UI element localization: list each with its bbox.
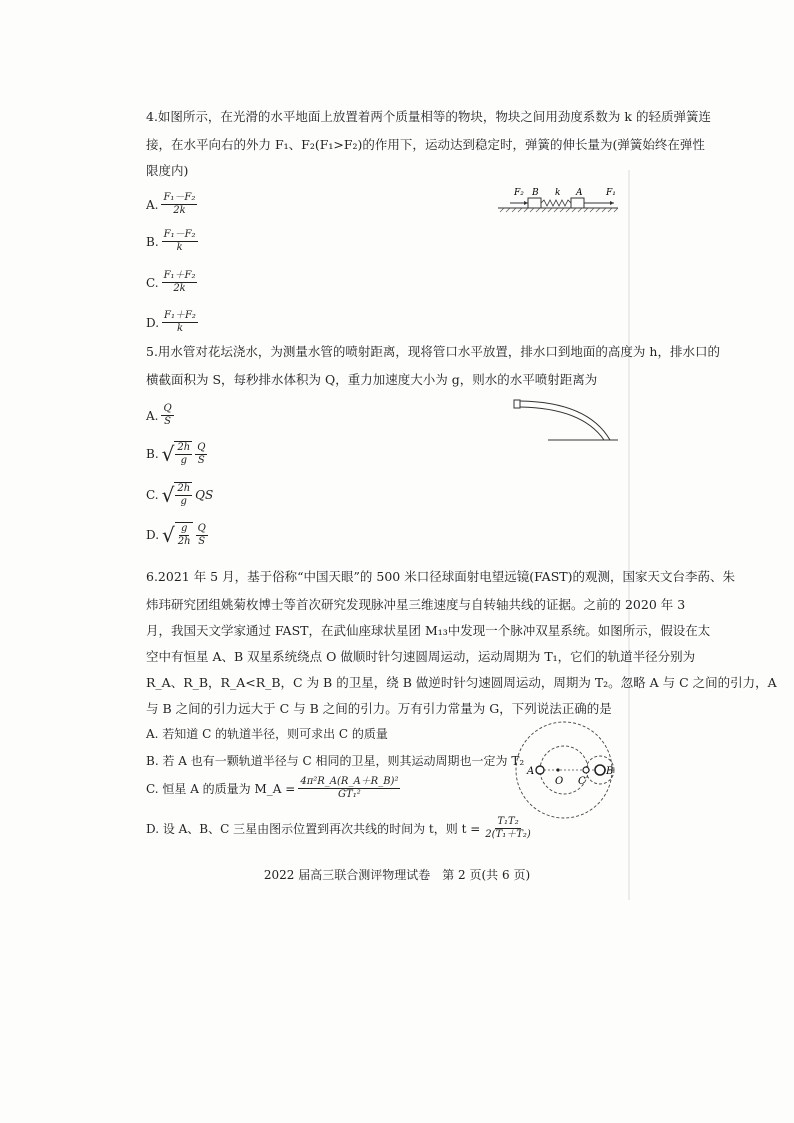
- fraction-denominator: S: [197, 454, 205, 466]
- option-letter: B.: [146, 447, 159, 461]
- q6-stem-line2: 炜玮研究团组姚菊枚博士等首次研究发现脉冲星三维速度与自转轴共线的证据。之前的 2020 年 3: [146, 597, 686, 612]
- fraction: [162, 229, 198, 254]
- q6-option-c: [146, 776, 400, 801]
- q6-stem-line1: 6.2021 年 5 月，基于俗称“中国天眼”的 500 米口径球面射电望远镜(FAST)的观测，国家天文台李菂、朱: [146, 569, 735, 584]
- radical-sign-icon: √: [161, 483, 175, 507]
- label-b: B: [606, 766, 614, 777]
- q5-option-a: [146, 403, 174, 428]
- label-a: A: [576, 188, 583, 198]
- fraction-numerator: Q: [197, 522, 206, 534]
- fraction-denominator: g: [180, 496, 187, 507]
- q6-option-d: [146, 816, 533, 841]
- block-b: [528, 198, 541, 208]
- label-a: A: [527, 766, 535, 777]
- fraction-denominator: GT₁²: [338, 789, 361, 800]
- fraction: [195, 442, 207, 467]
- q6-orbit-figure: [514, 718, 626, 824]
- q6-option-a: A. 若知道 C 的轨道半径，则可求出 C 的质量: [146, 727, 388, 741]
- option-letter: C.: [146, 488, 159, 502]
- fraction-denominator: S: [198, 535, 206, 547]
- fraction: [176, 523, 193, 548]
- radicand: [174, 441, 192, 467]
- star-a: [536, 766, 544, 774]
- satellite-c: [583, 767, 589, 773]
- pipe-outlet: [514, 400, 520, 408]
- label-f1: F₁: [606, 188, 616, 198]
- q4-stem-line1: 4.如图所示，在光滑的水平地面上放置着两个质量相等的物块，物块之间用劲度系数为 k 的轻质弹簧连: [146, 109, 711, 124]
- fraction-numerator: F₁＋F₂: [163, 270, 196, 281]
- option-letter: D.: [146, 528, 160, 542]
- fraction: [196, 523, 208, 548]
- q4-stem-line2: 接，在水平向右的外力 F₁、F₂(F₁>F₂)的作用下，运动达到稳定时，弹簧的伸长量为(弹簧始终在弹性: [146, 137, 705, 152]
- option-prefix: C. 恒星 A 的质量为 M_A =: [146, 782, 296, 796]
- q5-stem-line1: 5.用水管对花坛浇水，为测量水管的喷射距离，现将管口水平放置，排水口到地面的高度为 h，排水口的: [146, 344, 720, 359]
- option-prefix: D. 设 A、B、C 三星由图示位置到再次共线的时间为 t，则 t =: [146, 822, 481, 836]
- fraction-numerator: 2h: [177, 442, 191, 453]
- q5-option-b: [146, 441, 207, 467]
- q5-option-d: [146, 522, 208, 548]
- q6-option-b: B. 若 A 也有一颗轨道半径与 C 相同的卫星，则其运动周期也一定为 T₂: [146, 754, 525, 768]
- fraction-denominator: k: [176, 323, 183, 334]
- fraction-denominator: 2k: [173, 205, 186, 216]
- fraction-numerator: 2h: [177, 483, 191, 494]
- fraction-numerator: g: [180, 523, 188, 534]
- option-letter: A.: [146, 197, 159, 212]
- q6-stem-line3: 月，我国天文学家通过 FAST，在武仙座球状星团 M₁₃中发现一个脉冲双星系统。如图所示，假设在太: [146, 623, 711, 638]
- fraction-numerator: Q: [197, 441, 206, 453]
- star-b: [595, 765, 605, 775]
- arrowhead: [610, 201, 614, 205]
- fraction: [175, 483, 192, 508]
- q4-stem-line3: 限度内): [146, 163, 189, 178]
- fraction-denominator: g: [180, 455, 187, 466]
- label-o: O: [555, 776, 564, 787]
- fraction-numerator: F₁－F₂: [163, 229, 196, 240]
- q4-option-b: [146, 229, 198, 254]
- scan-edge: [628, 170, 630, 900]
- fraction-denominator: 2k: [173, 283, 186, 294]
- radicand: [175, 522, 193, 548]
- expression-tail: QS: [195, 488, 214, 502]
- fraction-numerator: Q: [163, 403, 172, 414]
- q4-option-d: [146, 310, 198, 335]
- ground-hatch: [500, 208, 618, 212]
- radical-sign-icon: √: [161, 442, 175, 466]
- radicand: [174, 482, 192, 508]
- label-c: C: [578, 776, 586, 787]
- arrowhead: [524, 201, 528, 205]
- q5-stem-line2: 横截面积为 S，每秒排水体积为 Q，重力加速度大小为 g，则水的水平喷射距离为: [146, 372, 598, 387]
- fraction: [298, 776, 400, 801]
- square-root: [162, 522, 193, 548]
- fraction-numerator: 4π²R_A(R_A＋R_B)²: [300, 776, 399, 787]
- q4-spring-figure: [496, 184, 622, 216]
- fraction-denominator: 2(T₁＋T₂): [485, 829, 531, 840]
- spring: [541, 200, 571, 206]
- water-arc-lower: [520, 407, 604, 440]
- fraction-denominator: S: [164, 416, 172, 427]
- fraction: [162, 310, 198, 335]
- fraction-denominator: 2h: [177, 536, 191, 547]
- fraction: [162, 270, 198, 295]
- fraction-numerator: T₁T₂: [497, 816, 519, 827]
- option-letter: D.: [146, 315, 160, 330]
- square-root: [162, 482, 193, 508]
- fraction-denominator: k: [176, 242, 183, 253]
- fraction: [161, 192, 197, 217]
- q6-stem-line5: R_A、R_B，R_A<R_B，C 为 B 的卫星，绕 B 做逆时针匀速圆周运动，周期为 T₂。忽略 A 与 C 之间的引力，A: [146, 675, 777, 690]
- water-arc-upper: [520, 401, 610, 440]
- fraction: [161, 403, 173, 428]
- label-b: B: [532, 188, 539, 198]
- radical-sign-icon: √: [162, 523, 175, 547]
- square-root: [162, 441, 193, 467]
- q4-option-c: [146, 270, 197, 295]
- q6-stem-line6: 与 B 之间的引力远大于 C 与 B 之间的引力。万有引力常量为 G，下列说法正确的是: [146, 701, 612, 716]
- page-footer: 2022 届高三联合测评物理试卷 第 2 页(共 6 页): [263, 868, 531, 882]
- block-a: [571, 198, 584, 208]
- option-letter: A.: [146, 408, 159, 423]
- option-letter: C.: [146, 275, 159, 290]
- point-o: [556, 768, 559, 771]
- fraction-numerator: F₁－F₂: [163, 192, 196, 203]
- q5-option-c: [146, 482, 213, 508]
- q4-option-a: [146, 192, 197, 217]
- fraction-numerator: F₁＋F₂: [164, 310, 196, 321]
- label-k: k: [555, 188, 561, 198]
- q5-pipe-figure: [510, 396, 622, 444]
- q6-stem-line4: 空中有恒星 A、B 双星系统绕点 O 做顺时针匀速圆周运动，运动周期为 T₁，它们的轨道半径分别为: [146, 649, 696, 664]
- label-f2: F₂: [514, 188, 524, 198]
- option-letter: B.: [146, 234, 159, 249]
- fraction: [175, 442, 192, 467]
